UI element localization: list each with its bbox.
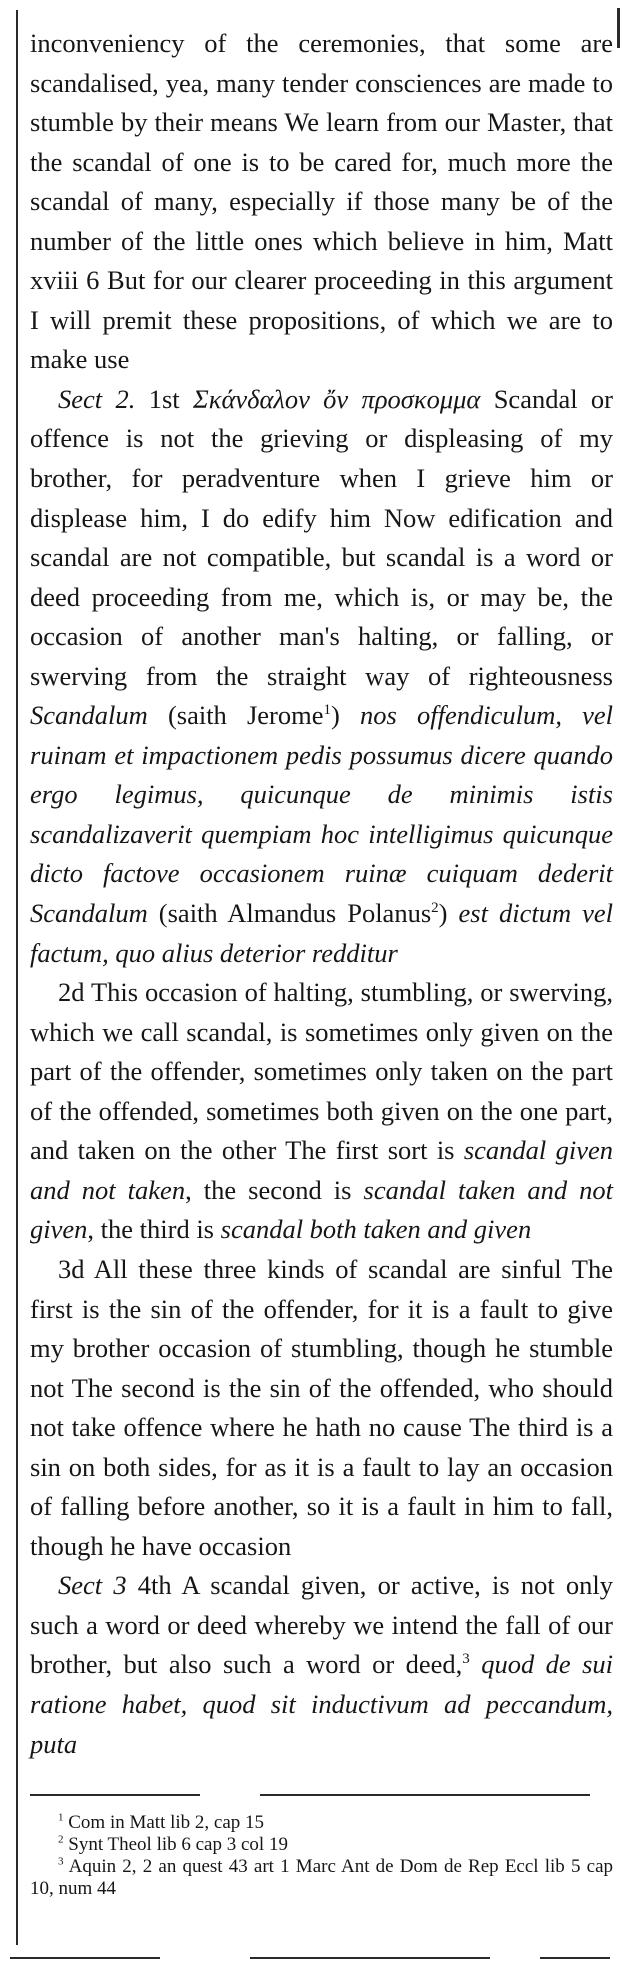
proposition-number: 3d (58, 1253, 85, 1284)
emphasis: scandal both taken and given (220, 1214, 532, 1245)
section-2-text: Scandal or offence is not the grieving or displeasing of my brother, for peradventure when I grieve him or displease him, I do edify him Now edification and scandal are not compatible, but scandal is a word or deed proceeding from me, which is, or may be, the occasion of another man's halting, or falling, or swerving from the straight way of righteousness (30, 383, 613, 691)
footnote-number: 3 (58, 1855, 64, 1868)
proposition-2d-paragraph (30, 973, 613, 1250)
footnote-marker: 3 (462, 1651, 470, 1668)
bottom-edge-rule (10, 1957, 160, 1959)
latin-quote: quod de sui ratione habet, quod sit inductivum ad peccandum, puta (30, 1649, 614, 1759)
footnote (30, 1856, 613, 1900)
footnote (30, 1834, 613, 1856)
proposition-number: 4th (137, 1570, 172, 1601)
footnote-number: 1 (58, 1811, 64, 1824)
footnote-text: Aquin 2, 2 an quest 43 art 1 Marc Ant de Dom de Rep Eccl lib 5 cap 10, num 44 (30, 1856, 614, 1899)
proposition-number: 2d (58, 977, 85, 1008)
section-label: Sect 2. (58, 383, 136, 414)
latin-quote-polanus: est dictum vel factum, quo alius deterior redditur (30, 898, 614, 968)
citation-close: ) (331, 700, 340, 731)
left-margin-rule (16, 10, 18, 1945)
greek-phrase: Σκάνδαλον ὄν προσκομμα (192, 383, 481, 414)
citation: (saith Jerome (167, 700, 324, 731)
emphasis: scandal taken and not given (30, 1174, 614, 1245)
right-margin-mark (617, 8, 620, 48)
proposition-text: All these three kinds of scandal are sinful The first is the sin of the offender, for it is a fault to give my brother occasion of stumbling, though he stumble not The second is the sin of the offended, who should not take offence where he hath no cause The third is a sin on both sides, for as it is a fault to lay an occasion of falling before another, so it is a fault in him to fall, though he have occasion (30, 1253, 613, 1561)
proposition-text: , the third is (87, 1214, 214, 1245)
footnotes (30, 1812, 613, 1900)
footnote-text: Com in Matt lib 2, cap 15 (68, 1812, 265, 1833)
footnote-text: Synt Theol lib 6 cap 3 col 19 (68, 1834, 288, 1855)
citation: (saith Almandus Polanus (158, 898, 432, 929)
quote-label: Scandalum (30, 898, 148, 929)
section-3-text: A scandal given, or active, is not only such a word or deed whereby we intend the fall of our brother, but also such a word or deed, (30, 1570, 614, 1680)
footnote-number: 2 (58, 1833, 64, 1846)
proposition-text: This occasion of halting, stumbling, or swerving, which we call scandal, is sometimes only given on the part of the offender, sometimes only taken on the part of the offended, sometimes both given on the one part, and taken on the other The first sort is (30, 977, 613, 1166)
emphasis: scandal given and not taken (30, 1135, 614, 1205)
citation-close: ) (438, 898, 448, 929)
footnote-marker: 2 (431, 900, 439, 917)
footnote-divider (260, 1794, 590, 1796)
section-label: Sect 3 (58, 1570, 127, 1601)
paragraph-continued: inconveniency of the ceremonies, that some are scandalised, yea, many tender consciences are made to stumble by their means We learn from our Master, that the scandal of one is to be cared for, much more the scandal of many, especially if those many be of the number of the little ones which believe in him, Matt xviii 6 But for our clearer proceeding in this argument I will premit these propositions, of which we are to make use (30, 28, 613, 375)
bottom-edge-rule (540, 1957, 610, 1959)
section-3-paragraph (30, 1566, 613, 1764)
quote-label: Scandalum (30, 700, 148, 731)
latin-quote-jerome: nos offendiculum, vel ruinam et impactionem pedis possumus dicere quando ergo legimus, quicunque de minimis istis scandalizaverit quempiam hoc intelligimus quicunque dicto factove occasionem ruinæ cuiquam dederit (30, 700, 614, 889)
proposition-text: , the second is (185, 1174, 352, 1205)
proposition-3d-paragraph (30, 1250, 613, 1566)
section-2-paragraph (30, 380, 613, 973)
footnote-divider (30, 1794, 200, 1796)
footnote-marker: 1 (323, 702, 331, 719)
proposition-number: 1st (148, 383, 180, 414)
main-text-column (30, 24, 613, 1764)
footnote (30, 1812, 613, 1834)
bottom-edge-rule (250, 1957, 490, 1959)
